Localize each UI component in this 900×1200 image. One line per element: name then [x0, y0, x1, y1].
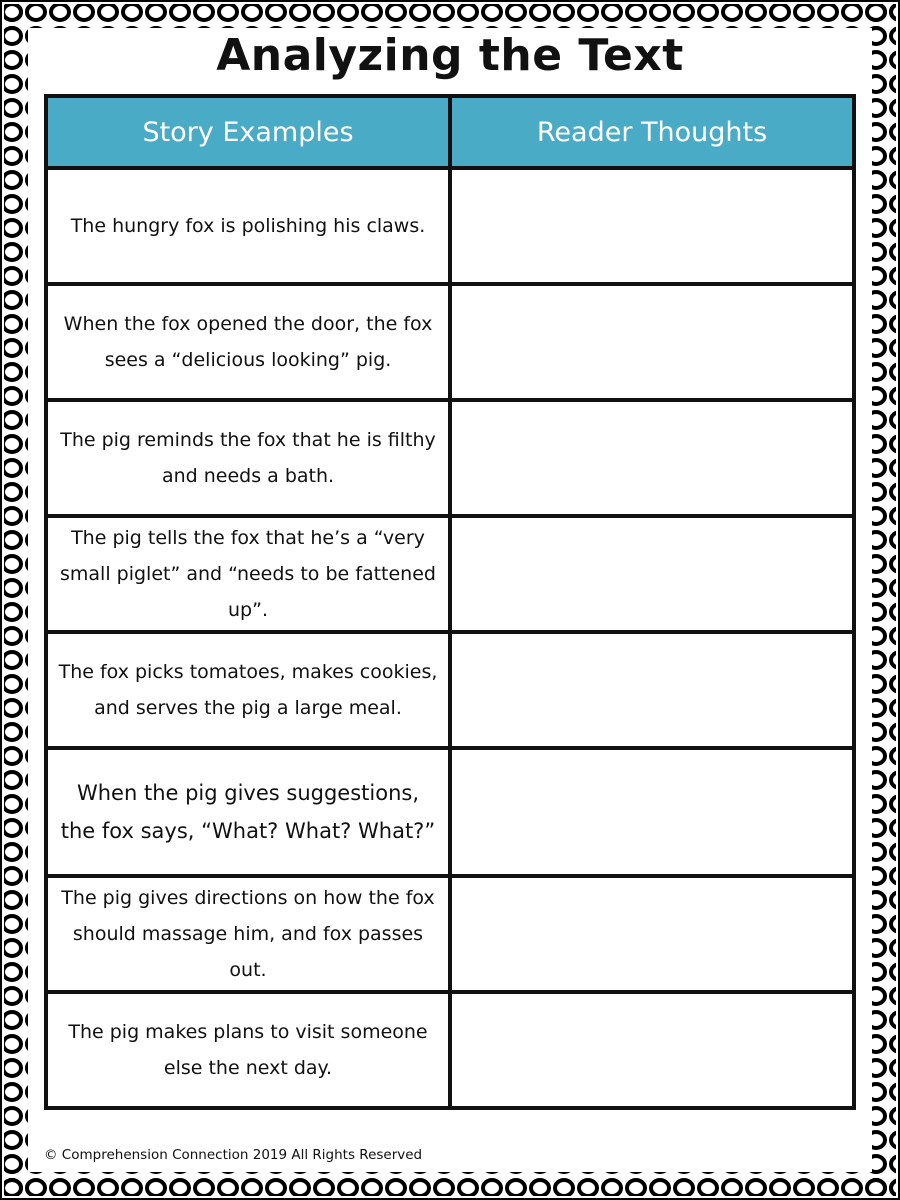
table-header-row [46, 96, 854, 168]
reader-thought-field[interactable] [450, 876, 854, 992]
story-example: When the fox opened the door, the fox sees a “delicious looking” pig. [46, 284, 450, 400]
story-example: The fox picks tomatoes, makes cookies, and serves the pig a large meal. [46, 632, 450, 748]
reader-thought-field[interactable] [450, 284, 854, 400]
story-example: The pig gives directions on how the fox should massage him, and fox passes out. [46, 876, 450, 992]
story-example: The pig makes plans to visit someone else the next day. [46, 992, 450, 1108]
header-story-examples: Story Examples [46, 96, 450, 168]
table-row [46, 876, 854, 992]
page-title: Analyzing the Text [216, 30, 684, 81]
analysis-table [44, 94, 856, 1110]
story-example: The pig reminds the fox that he is filthy and needs a bath. [46, 400, 450, 516]
header-reader-thoughts: Reader Thoughts [450, 96, 854, 168]
reader-thought-field[interactable] [450, 992, 854, 1108]
reader-thought-field[interactable] [450, 400, 854, 516]
reader-thought-field[interactable] [450, 168, 854, 284]
story-example: When the pig gives suggestions, the fox says, “What? What? What?” [46, 748, 450, 876]
copyright-footer: © Comprehension Connection 2019 All Rights Reserved [44, 1147, 423, 1163]
table-row [46, 632, 854, 748]
reader-thought-field[interactable] [450, 748, 854, 876]
table-row [46, 400, 854, 516]
table-row [46, 168, 854, 284]
table-row [46, 516, 854, 632]
story-example: The hungry fox is polishing his claws. [46, 168, 450, 284]
reader-thought-field[interactable] [450, 516, 854, 632]
table-row [46, 992, 854, 1108]
table-row [46, 748, 854, 876]
story-example: The pig tells the fox that he’s a “very small piglet” and “needs to be fattened up”. [46, 516, 450, 632]
table-row [46, 284, 854, 400]
reader-thought-field[interactable] [450, 632, 854, 748]
